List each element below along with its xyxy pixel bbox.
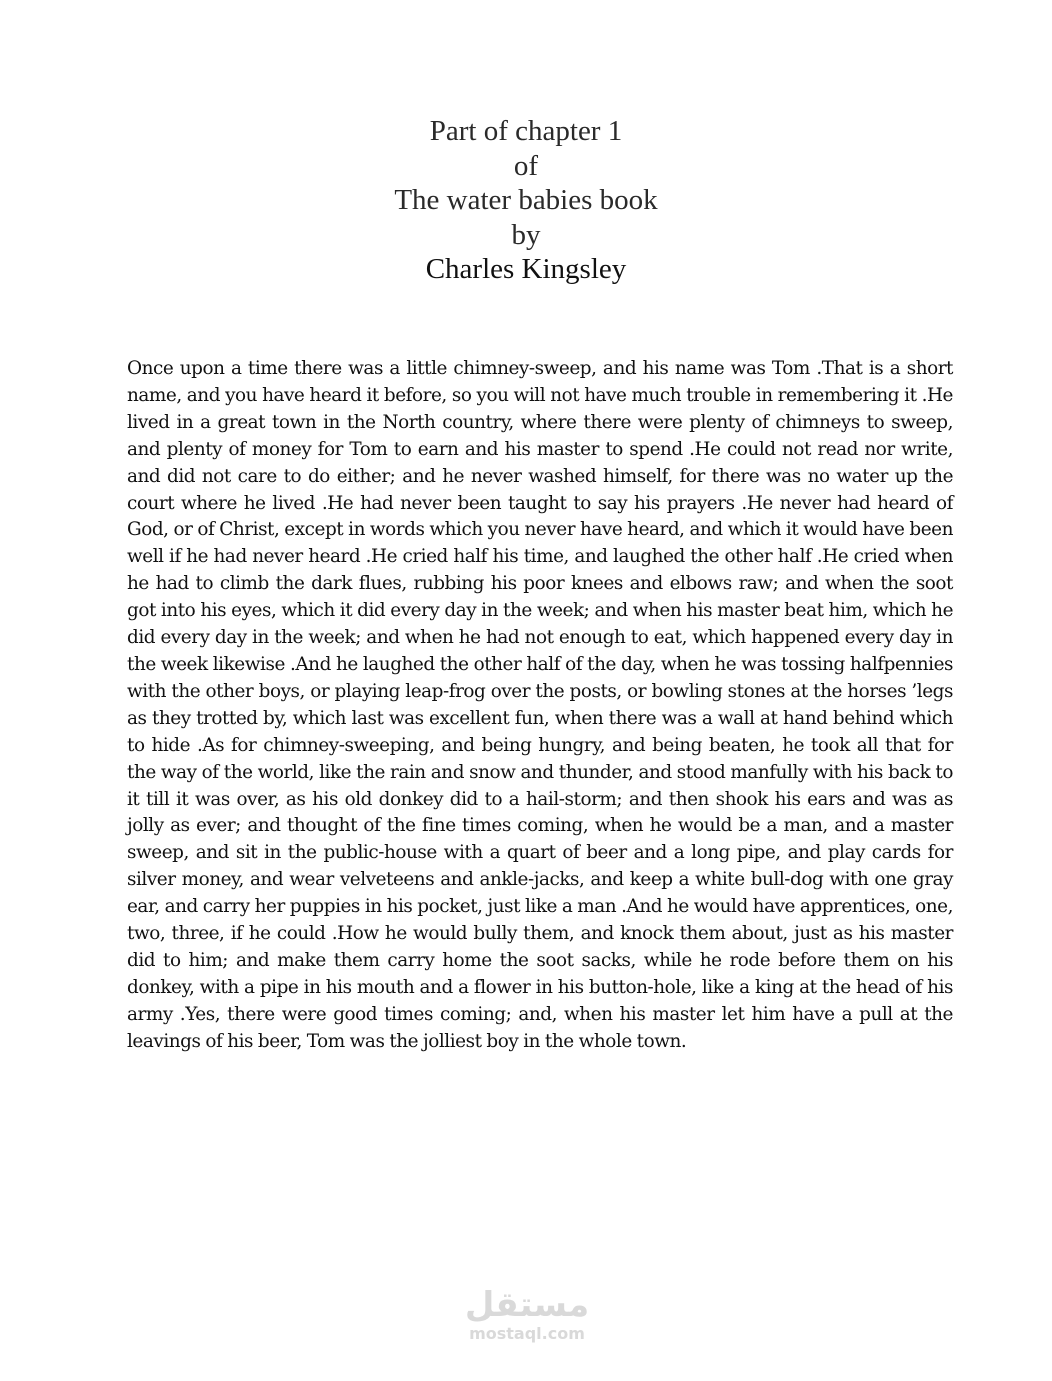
watermark <box>452 1285 602 1343</box>
title-block <box>0 114 1052 287</box>
title-line-4: by <box>511 218 541 251</box>
mostaql-logo: مستقل <box>464 1285 590 1325</box>
author-name: Charles Kingsley <box>425 253 627 285</box>
title-line-1: Part of chapter 1 <box>429 115 623 147</box>
body-paragraph: Once upon a time there was a little chimney-sweep, and his name was Tom .That is a short name, and you have heard it before, so you will not have much trouble in remembering it .He lived in a great town in the North country, where there were plenty of chimneys to sweep, and plenty of money for Tom to earn and his master to spend .He could not read nor write, and did not care to do either; and he never washed himself, for there was no water up the court where he lived .He had never been taught to say his prayers .He never had heard of God, or of Christ, except in words which you never have heard, and which it would have been well if he had never heard .He cried half his time, and laughed the other half .He cried when he had to climb the dark flues, rubbing his poor knees and elbows raw; and when the soot got into his eyes, which it did every day in the week; and when his master beat him, which he did every day in the week; and when he had not enough to eat, which happened every day in the week likewise .And he laughed the other half of the day, when he was tossing halfpennies with the other boys, or playing leap-frog over the posts, or bowling stones at the horses ’legs as they trotted by, which last was excellent fun, when there was a wall at hand behind which to hide .As for chimney-sweeping, and being hungry, and being beaten, he took all that for the way of the world, like the rain and snow and thunder, and stood manfully with his back to it till it was over, as his old donkey did to a hail-storm; and then shook his ears and was as jolly as ever; and thought of the fine times coming, when he would be a man, and a master sweep, and sit in the public-house with a quart of beer and a long pipe, and play cards for silver money, and wear velveteens and ankle-jacks, and keep a white bull-dog with one gray ear, and carry her puppies in his pocket, just like a man .And he would have apprentices, one, two, three, if he could .How he would bully them, and knock them about, just as his master did to him; and make them carry home the soot sacks, while he rode before them on his donkey, with a pipe in his mouth and a flower in his button-hole, like a king at the head of his army .Yes, there were good times coming; and, when his master let him have a pull at the leavings of his beer, Tom was the jolliest boy in the whole town. <box>127 358 953 1052</box>
watermark-domain: mostaql.com <box>469 1324 585 1343</box>
title-line-3: The water babies book <box>394 184 658 216</box>
title-line-2: of <box>513 149 539 182</box>
